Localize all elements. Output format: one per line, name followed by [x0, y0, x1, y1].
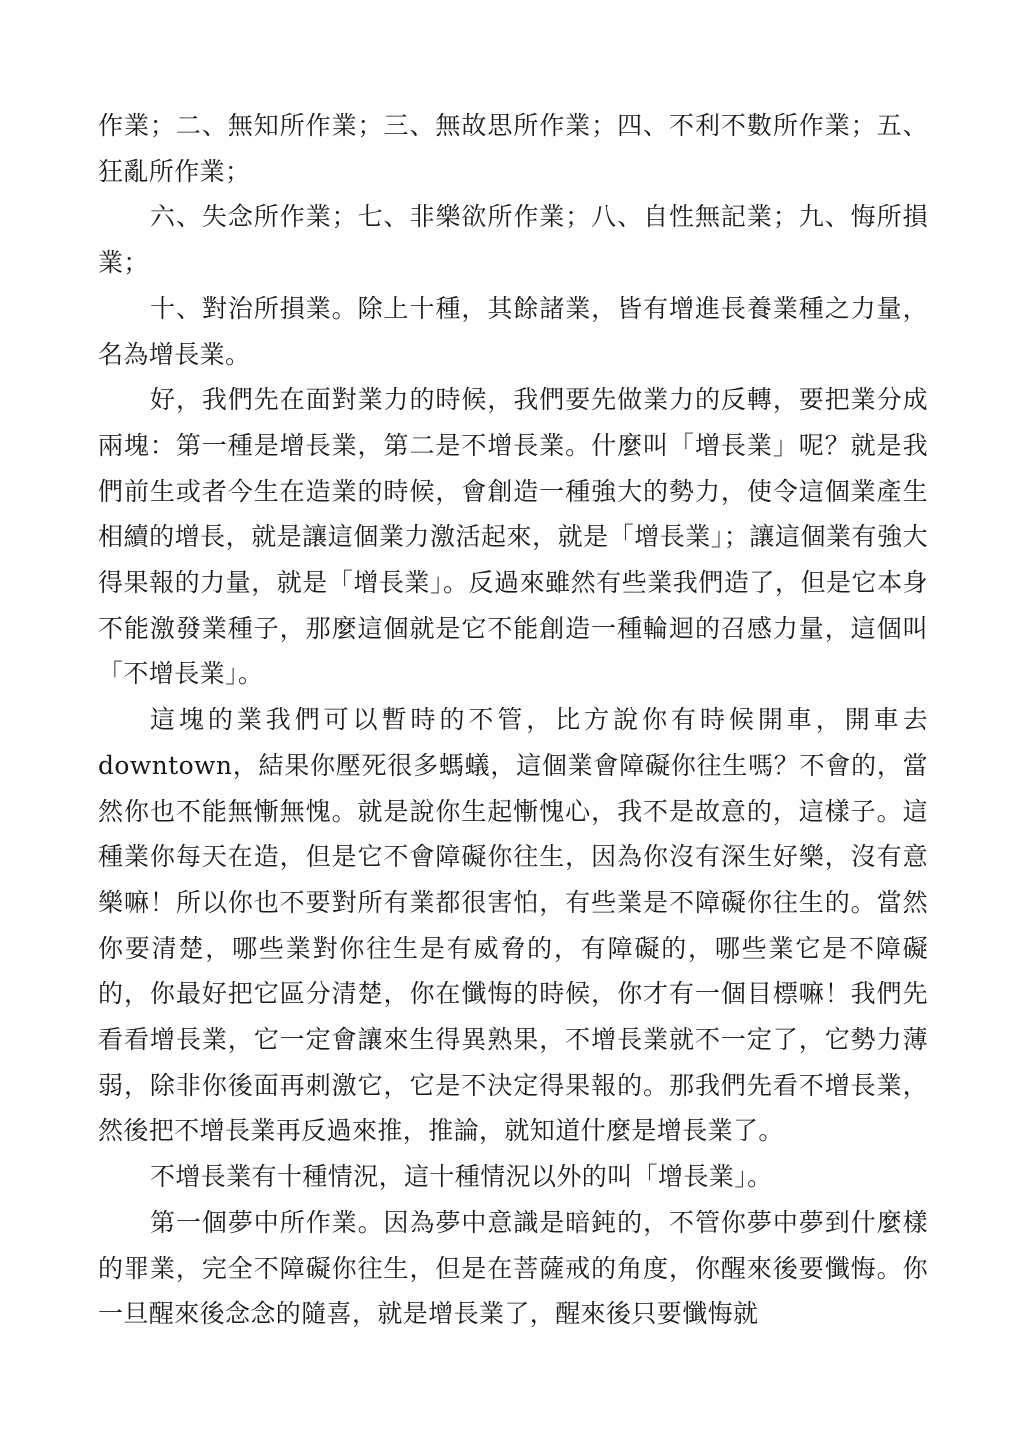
paragraph-6: 不增長業有十種情況，這十種情況以外的叫「增長業」。	[150, 1162, 773, 1192]
paragraph-5: 這塊的業我們可以暫時的不管，比方說你有時候開車，開車去downtown，結果你壓死很多螞蟻，這個業會障礙你往生嗎？不會的，當然你也不能無慚無愧。就是說你生起慚愧心，我不是故意的，這樣子。這種業你每天在造，但是它不會障礙你往生，因為你沒有深生好樂，沒有意樂嘛！所以你也不要對所有業都很害怕，有些業是不障礙你往生的。當然你要清楚，哪些業對你往生是有威脅的，有障礙的，哪些業它是不障礙的，你最好把它區分清楚，你在懺悔的時候，你才有一個目標嘛！我們先看看增長業，它一定會讓來生得異熟果，不增長業就不一定了，它勢力薄弱，除非你後面再刺激它，它是不決定得果報的。那我們先看不增長業，然後把不增長業再反過來推，推論，就知道什麼是增長業了。	[98, 705, 928, 1146]
paragraph-4: 好，我們先在面對業力的時候，我們要先做業力的反轉，要把業分成兩塊：第一種是增長業，第二是不增長業。什麼叫「增長業」呢？就是我們前生或者今生在造業的時候，會創造一種強大的勢力，使令這個業產生相續的增長，就是讓這個業力激活起來，就是「增長業」；讓這個業有強大得果報的力量，就是「增長業」。反過來雖然有些業我們造了，但是它本身不能激發業種子，那麼這個就是它不能創造一種輪迴的召感力量，這個叫「不增長業」。	[98, 385, 928, 689]
paragraph-1: 作業；二、無知所作業；三、無故思所作業；四、不利不數所作業；五、狂亂所作業；	[98, 111, 928, 186]
paragraph-2: 六、失念所作業；七、非樂欲所作業；八、自性無記業；九、悔所損業；	[98, 202, 928, 278]
paragraph-3: 十、對治所損業。除上十種，其餘諸業，皆有增進長養業種之力量，名為增長業。	[98, 293, 928, 369]
paragraph-7: 第一個夢中所作業。因為夢中意識是暗鈍的，不管你夢中夢到什麼樣的罪業，完全不障礙你往生，但是在菩薩戒的角度，你醒來後要懺悔。你一旦醒來後念念的隨喜，就是增長業了，醒來後只要懺悔就	[98, 1207, 928, 1329]
document-body	[98, 103, 928, 1337]
